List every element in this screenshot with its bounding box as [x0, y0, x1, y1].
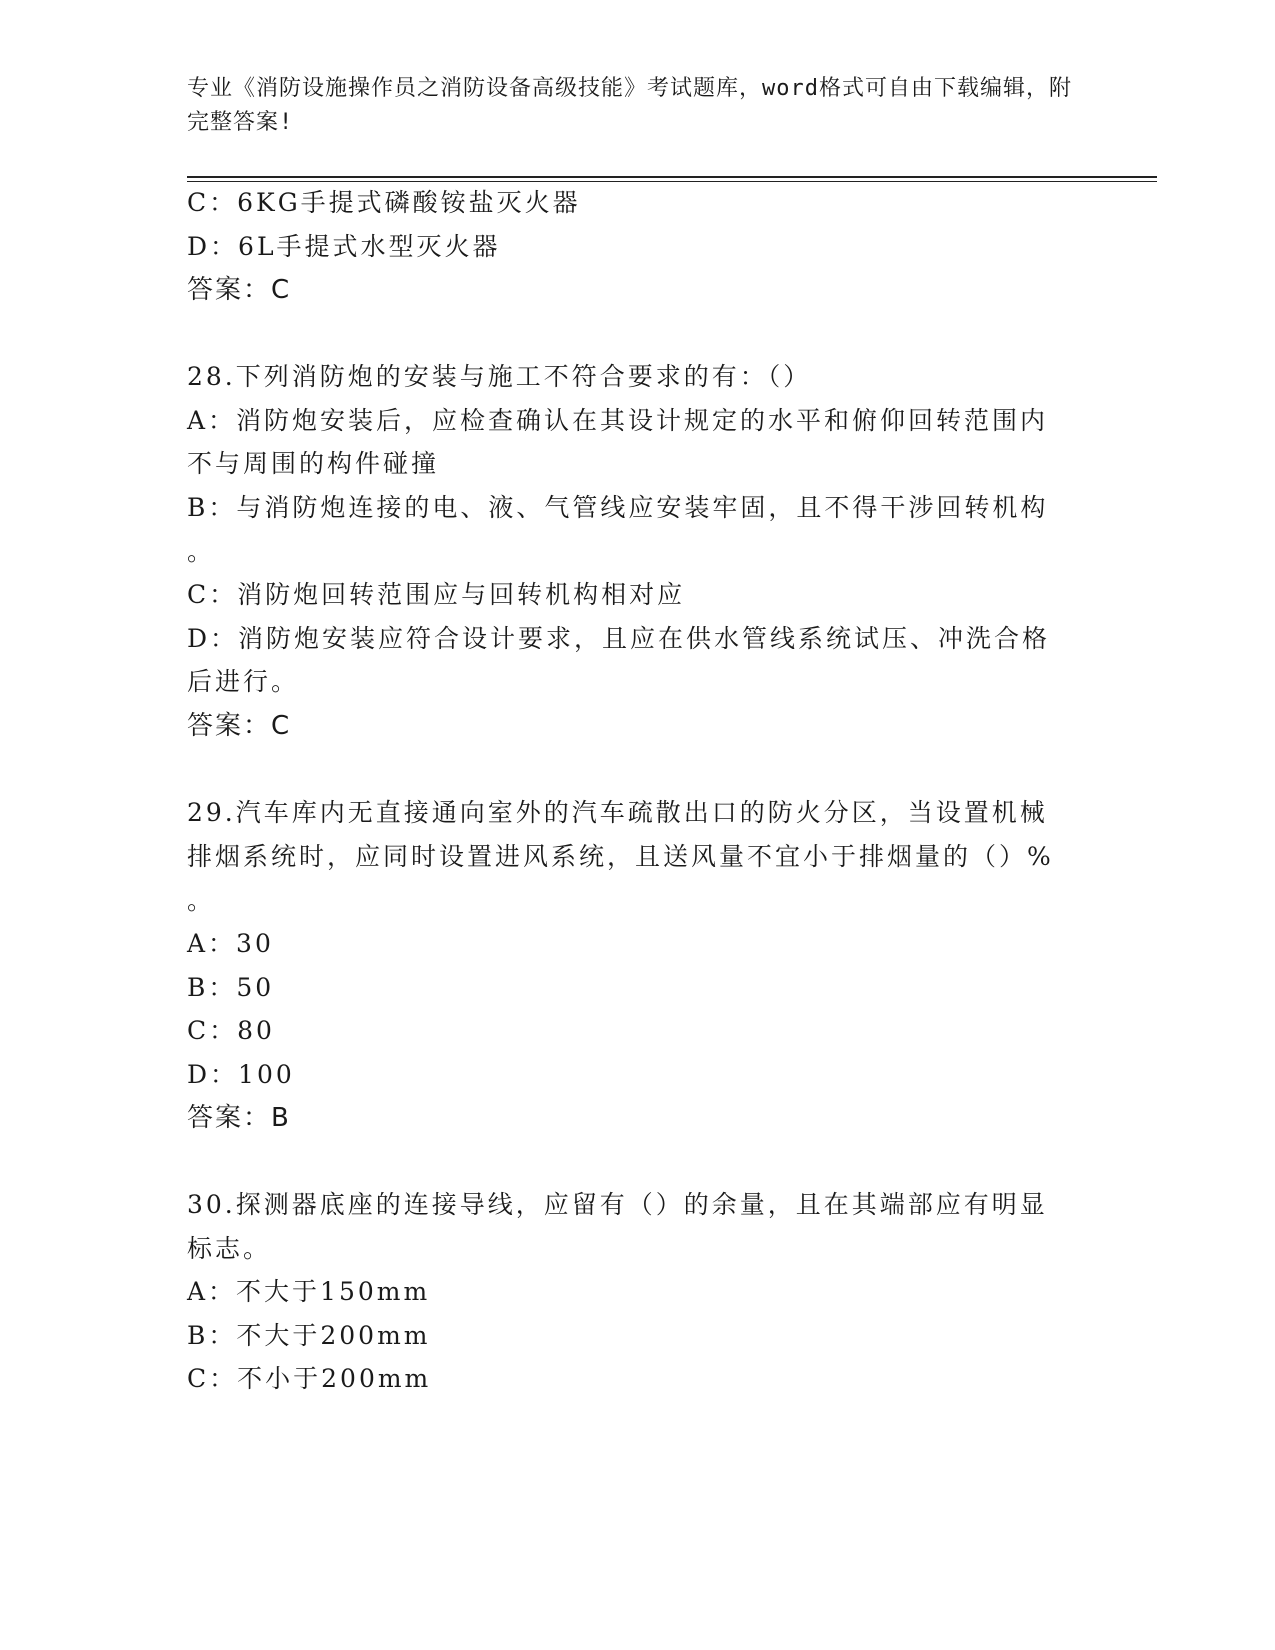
- q28-option-d-cont: 后进行。: [187, 667, 300, 696]
- header-rule-thick: [187, 176, 1157, 178]
- q29-option-c: C：80: [187, 1016, 275, 1045]
- q28-stem: 28.下列消防炮的安装与施工不符合要求的有：（）: [187, 362, 812, 391]
- q29-stem: 29.汽车库内无直接通向室外的汽车疏散出口的防火分区，当设置机械: [187, 798, 1048, 827]
- q29-answer: 答案：B: [187, 1103, 291, 1133]
- q28-option-b-cont: 。: [187, 537, 216, 566]
- q28-option-a: A：消防炮安装后，应检查确认在其设计规定的水平和俯仰回转范围内: [187, 406, 1049, 435]
- q27-answer: 答案：C: [187, 275, 292, 305]
- q29-stem-cont: 排烟系统时，应同时设置进风系统，且送风量不宜小于排烟量的（）%: [187, 842, 1054, 871]
- q29-option-a: A：30: [187, 929, 274, 958]
- q30-option-b: B：不大于200mm: [187, 1321, 431, 1350]
- q28-option-d: D：消防炮安装应符合设计要求，且应在供水管线系统试压、冲洗合格: [187, 624, 1051, 653]
- q30-stem: 30.探测器底座的连接导线，应留有（）的余量，且在其端部应有明显: [187, 1190, 1048, 1219]
- q29-stem-cont-2: 。: [187, 886, 216, 915]
- q27-option-c: C：6KG手提式磷酸铵盐灭火器: [187, 188, 581, 217]
- q28-option-a-cont: 不与周围的构件碰撞: [187, 449, 440, 478]
- q30-option-c: C：不小于200mm: [187, 1364, 432, 1393]
- q27-option-d: D：6L手提式水型灭火器: [187, 232, 501, 261]
- q29-option-d: D：100: [187, 1060, 295, 1089]
- header-rule-thin: [187, 181, 1157, 182]
- q30-stem-cont: 标志。: [187, 1234, 272, 1263]
- q28-option-b: B：与消防炮连接的电、液、气管线应安装牢固，且不得干涉回转机构: [187, 493, 1049, 522]
- q28-answer: 答案：C: [187, 711, 292, 741]
- q29-option-b: B：50: [187, 973, 275, 1002]
- q30-option-a: A：不大于150mm: [187, 1277, 431, 1306]
- q28-option-c: C：消防炮回转范围应与回转机构相对应: [187, 580, 686, 609]
- document-header: 专业《消防设施操作员之消防设备高级技能》考试题库，word格式可自由下载编辑，附完整答案!: [187, 76, 1072, 135]
